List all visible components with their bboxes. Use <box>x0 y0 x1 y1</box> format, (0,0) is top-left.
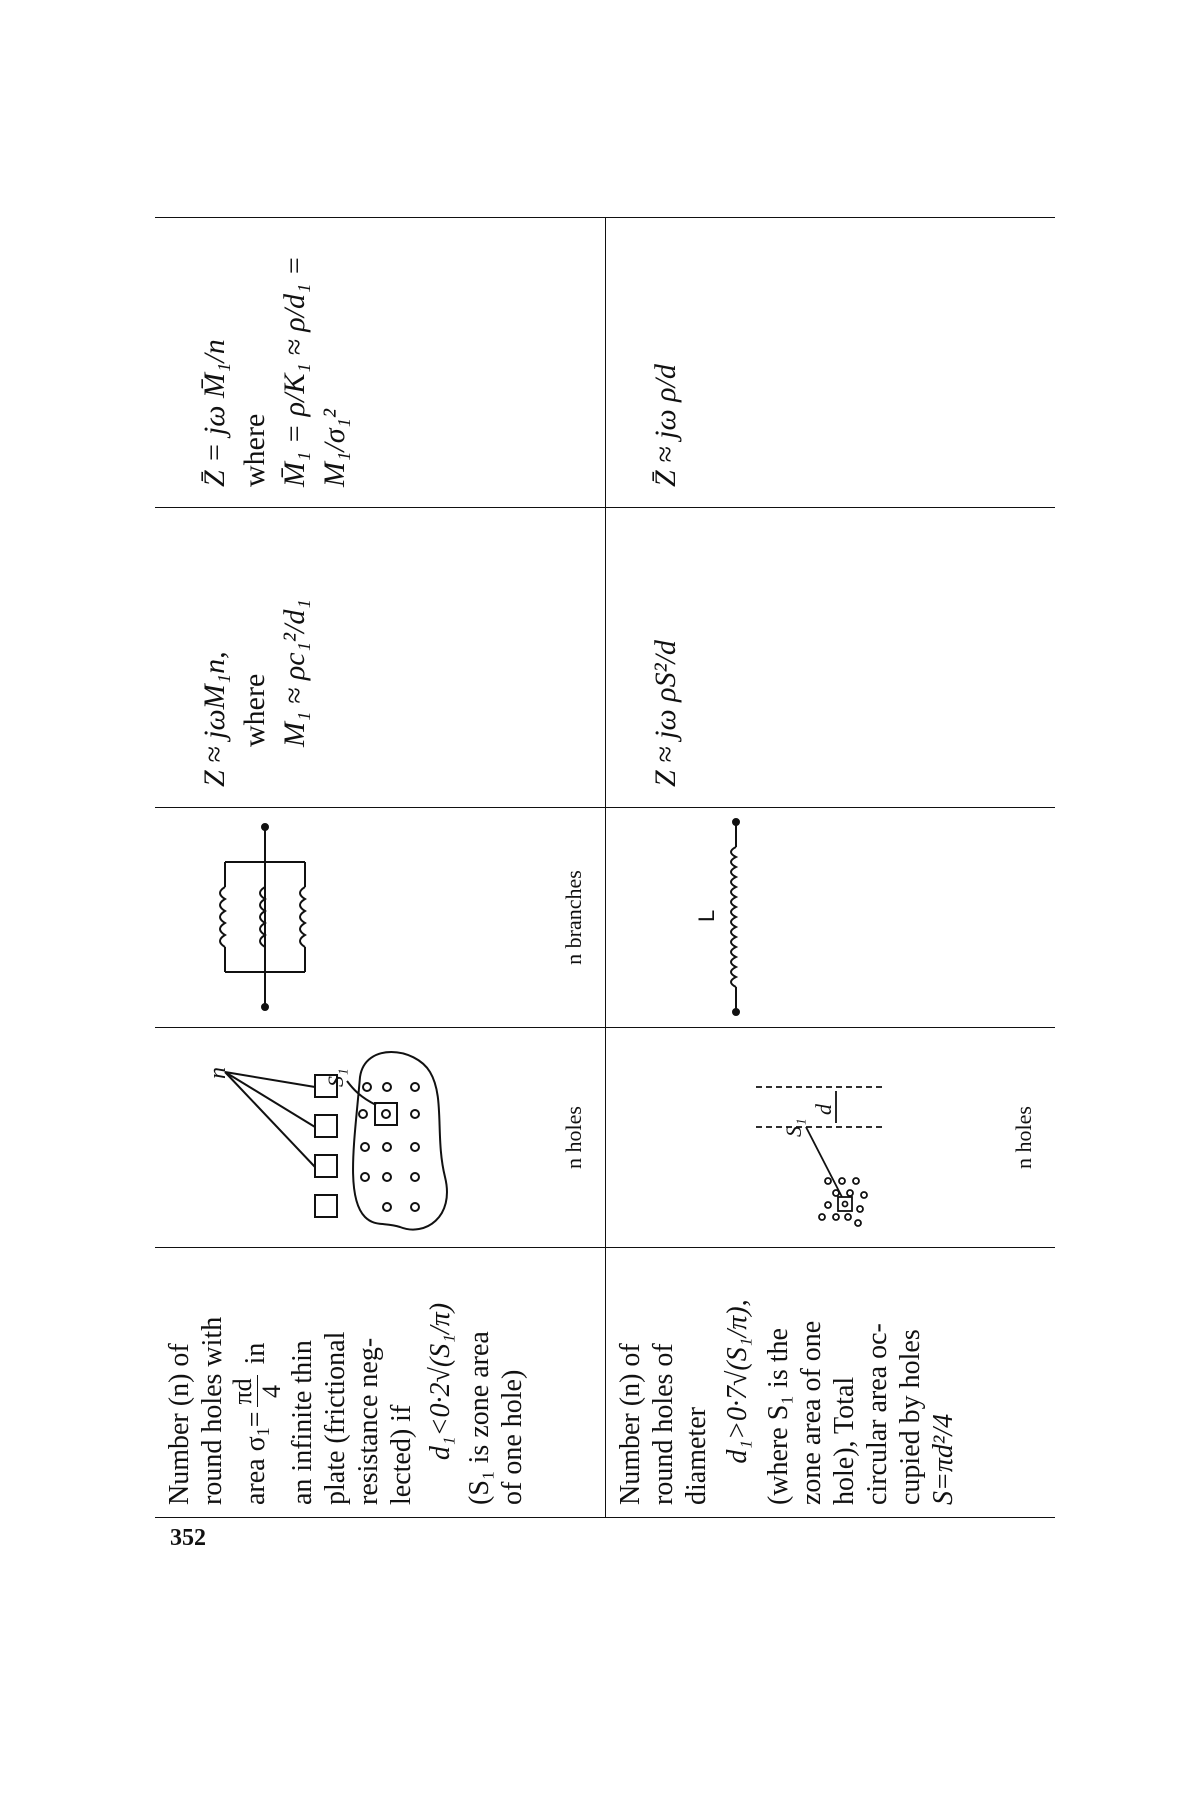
area-den: 4 <box>257 1384 286 1398</box>
desc-note: cupied by holes <box>894 1329 926 1505</box>
desc-line: round holes of <box>647 1343 679 1505</box>
hole-square <box>315 1195 337 1217</box>
where-label: where <box>238 673 271 747</box>
mass-formula: M₁ ≈ ρc₁²/d₁ <box>278 599 311 747</box>
rotated-table-block <box>155 218 1055 1518</box>
dense-holes-figure <box>606 1027 1006 1247</box>
desc-line: Number (n) of <box>164 1343 195 1505</box>
impedance-cell <box>605 508 1055 808</box>
hole-square <box>315 1115 337 1137</box>
desc-note: (S₁ is zone area <box>464 1331 495 1505</box>
area-prefix: area σ <box>239 1436 271 1505</box>
description-cell <box>155 1248 605 1518</box>
zone-square <box>375 1103 397 1125</box>
page-number: 352 <box>170 1525 206 1551</box>
plate-outline <box>353 1052 447 1230</box>
desc-note: of one hole) <box>497 1369 528 1505</box>
desc-note: hole), Total <box>828 1376 860 1505</box>
circuit-cell <box>155 808 605 1028</box>
holes-plate-figure <box>155 1027 555 1247</box>
desc-line: plate (frictional <box>320 1331 351 1505</box>
figure-caption: n holes <box>560 1106 586 1169</box>
desc-line: an infinite thin <box>287 1340 318 1505</box>
impedance-bar-cell <box>605 218 1055 508</box>
desc-note: circular area oc- <box>861 1323 893 1505</box>
hole-square <box>315 1155 337 1177</box>
mass-bar-formula: M̄₁ = ρ/K₁ ≈ ρ/d₁ = M₁/σ₁² <box>278 255 351 487</box>
area-suffix: in <box>239 1342 271 1365</box>
inductor-coil <box>300 887 305 947</box>
table-row <box>155 218 605 1518</box>
label-n: n <box>205 1067 231 1079</box>
area-num: πd <box>229 1375 258 1407</box>
desc-line: diameter <box>680 1407 712 1505</box>
impedance-bar-formula: Z̄ = jω M̄₁/n <box>198 339 231 487</box>
figure-cell <box>605 1028 1055 1248</box>
desc-note: zone area of one <box>795 1320 827 1505</box>
desc-line: Number (n) of <box>614 1343 646 1505</box>
zone-square <box>838 1197 852 1211</box>
inductor-coil <box>731 847 736 987</box>
condition-formula: d₁<0·2√(S₁/π) <box>425 1302 456 1461</box>
impedance-table <box>155 217 1055 1518</box>
figure-caption: n holes <box>1011 1106 1036 1169</box>
where-label: where <box>238 413 271 487</box>
label-s1: S₁ <box>323 1068 348 1087</box>
desc-note: (where S₁ is the <box>762 1328 794 1505</box>
circuit-cell <box>605 808 1055 1028</box>
label-s1: S₁ <box>780 1118 806 1137</box>
desc-line: resistance neg- <box>353 1337 384 1505</box>
inductor-coil <box>220 887 225 947</box>
impedance-bar-cell <box>155 218 605 508</box>
description-cell <box>605 1248 1055 1518</box>
circuit-caption: n branches <box>560 870 586 965</box>
impedance-formula: Z ≈ jωM₁n, <box>198 651 231 787</box>
parallel-inductors-circuit <box>155 807 555 1027</box>
impedance-bar-formula: Z̄ ≈ jω ρ/d <box>648 364 682 487</box>
impedance-formula: Z ≈ jω ρS²/d <box>648 640 682 787</box>
impedance-cell <box>155 508 605 808</box>
figure-cell <box>155 1028 605 1248</box>
area-formula: S=πd²/4 <box>927 1413 959 1505</box>
label-d: d <box>810 1104 836 1115</box>
table-row <box>605 218 1055 1518</box>
series-inductor-circuit <box>606 807 1006 1027</box>
desc-area-line: area $\sigma_1=$ πd 4 in <box>228 1342 286 1505</box>
condition-formula: d₁>0·7√(S₁/π), <box>721 1299 753 1464</box>
desc-line: round holes with <box>197 1316 228 1505</box>
label-l: L <box>693 909 719 922</box>
desc-line: lected) if <box>386 1404 417 1505</box>
